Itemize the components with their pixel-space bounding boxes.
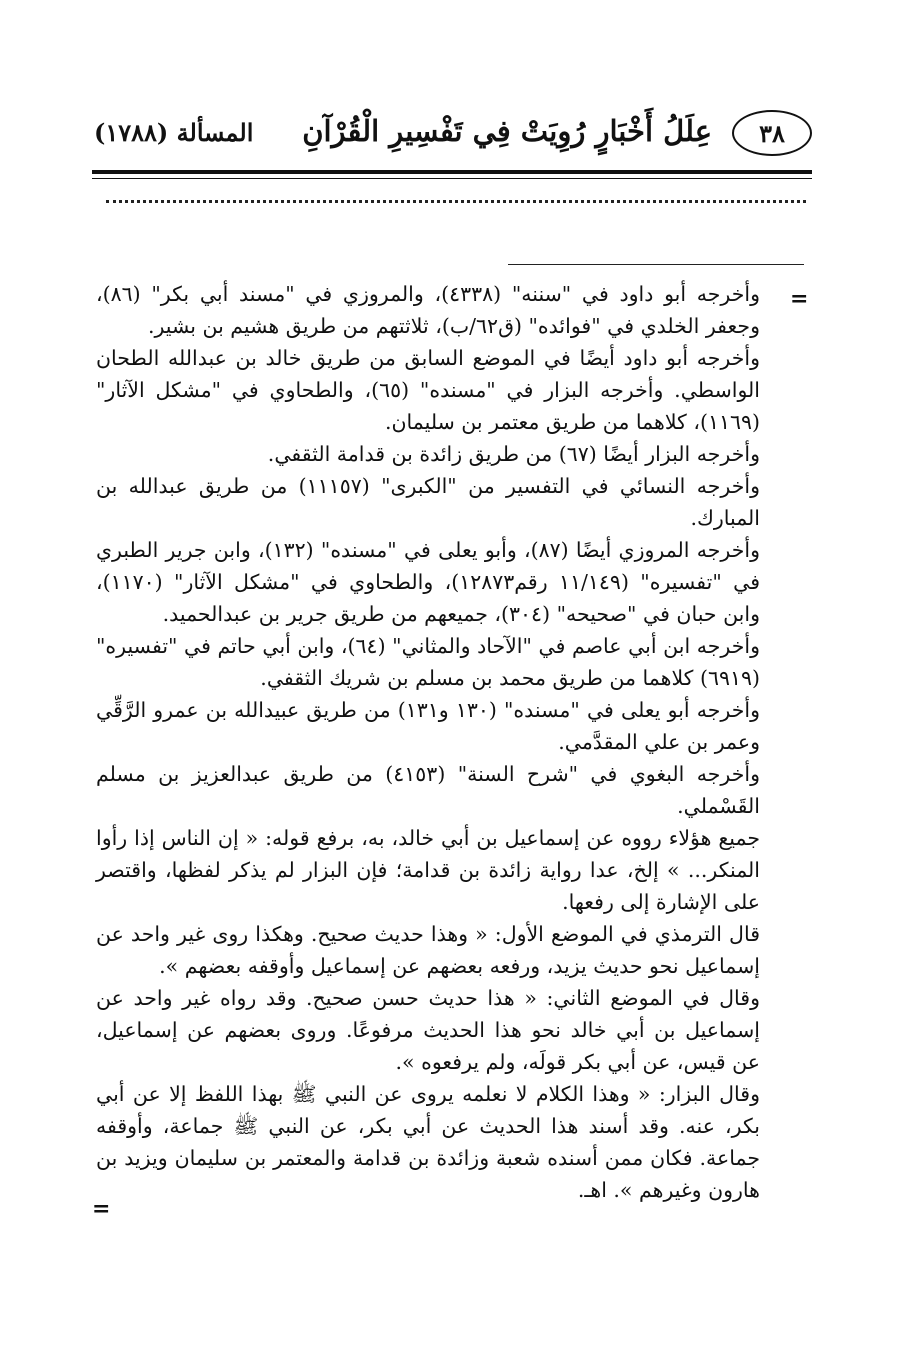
footnote-paragraph: وقال البزار: « وهذا الكلام لا نعلمه يروى عن النبي ﷺ بهذا اللفظ إلا عن أبي بكر، عنه. وقد أسند هذا الحديث عن أبي بكر، عن النبي ﷺ جماعة، وأوقفه جماعة. فكان ممن أسنده شعبة وزائدة بن قدامة والمعتمر بن سليمان ويزيد بن هارون وغيرهم ». اهـ.: [96, 1082, 760, 1202]
book-title: عِلَلُ أَخْبَارٍ رُوِيَتْ فِي تَفْسِيرِ الْقُرْآنِ: [302, 114, 712, 148]
continuation-mark-bottom: =: [92, 1196, 111, 1222]
issue-number: المسألة (١٧٨٨): [94, 118, 254, 147]
page-number-badge: [732, 110, 812, 156]
footnote-paragraph: جميع هؤلاء رووه عن إسماعيل بن أبي خالد، به، برفع قوله: « إن الناس إذا رأوا المنكر... » إلخ، عدا رواية زائدة بن قدامة؛ فإن البزار لم يذكر لفظها، واقتصر على الإشارة إلى رفعها.: [96, 826, 760, 914]
continuation-mark-top: =: [790, 286, 809, 312]
header-rule-thin: [92, 178, 812, 179]
footnote-paragraph: وأخرجه ابن أبي عاصم في "الآحاد والمثاني" (٦٤)، وابن أبي حاتم في "تفسيره" (٦٩١٩) كلاهما من طريق محمد بن مسلم بن شريك الثقفي.: [96, 634, 760, 690]
footnote-paragraph: وأخرجه المروزي أيضًا (٨٧)، وأبو يعلى في "مسنده" (١٣٢)، وابن جرير الطبري في "تفسيره" (١١/١٤٩ رقم١٢٨٧٣)، والطحاوي في "مشكل الآثار" (١١٧٠)، وابن حبان في "صحيحه" (٣٠٤)، جميعهم من طريق جرير بن عبدالحميد.: [96, 538, 760, 626]
footnote-paragraph: وأخرجه أبو يعلى في "مسنده" (١٣٠ و١٣١) من طريق عبيدالله بن عمرو الرَّقِّي وعمر بن علي المقدَّمي.: [96, 698, 760, 754]
footnote-paragraph: وأخرجه أبو داود أيضًا في الموضع السابق من طريق خالد بن عبدالله الطحان الواسطي. وأخرجه البزار في "مسنده" (٦٥)، والطحاوي في "مشكل الآثار" (١١٦٩)، كلاهما من طريق معتمر بن سليمان.: [96, 346, 760, 434]
footnote-paragraph: وقال في الموضع الثاني: « هذا حديث حسن صحيح. وقد رواه غير واحد عن إسماعيل بن أبي خالد نحو هذا الحديث مرفوعًا. وروى بعضهم عن إسماعيل، عن قيس، عن أبي بكر قولَه، ولم يرفعوه ».: [96, 986, 760, 1074]
page-number: ٣٨: [759, 118, 785, 148]
dotted-separator: [106, 200, 806, 223]
footnote-paragraph: قال الترمذي في الموضع الأول: « وهذا حديث صحيح. وهكذا روى غير واحد عن إسماعيل نحو حديث يزيد، ورفعه بعضهم عن إسماعيل وأوقفه بعضهم ».: [96, 922, 760, 978]
footnote-separator: [508, 264, 804, 265]
header-rule-thick: [92, 170, 812, 174]
footnote-paragraph: وأخرجه البغوي في "شرح السنة" (٤١٥٣) من طريق عبدالعزيز بن مسلم القَسْملي.: [96, 762, 760, 818]
footnote-paragraph: وأخرجه أبو داود في "سننه" (٤٣٣٨)، والمروزي في "مسند أبي بكر" (٨٦)، وجعفر الخلدي في "فوائده" (ق٦٢/ب)، ثلاثتهم من طريق هشيم بن بشير.: [96, 282, 760, 338]
footnote-text: [96, 278, 760, 1206]
footnote-paragraph: وأخرجه البزار أيضًا (٦٧) من طريق زائدة بن قدامة الثقفي.: [267, 442, 760, 466]
page-header: [88, 108, 812, 160]
footnote-paragraph: وأخرجه النسائي في التفسير من "الكبرى" (١١١٥٧) من طريق عبدالله بن المبارك.: [96, 474, 760, 530]
